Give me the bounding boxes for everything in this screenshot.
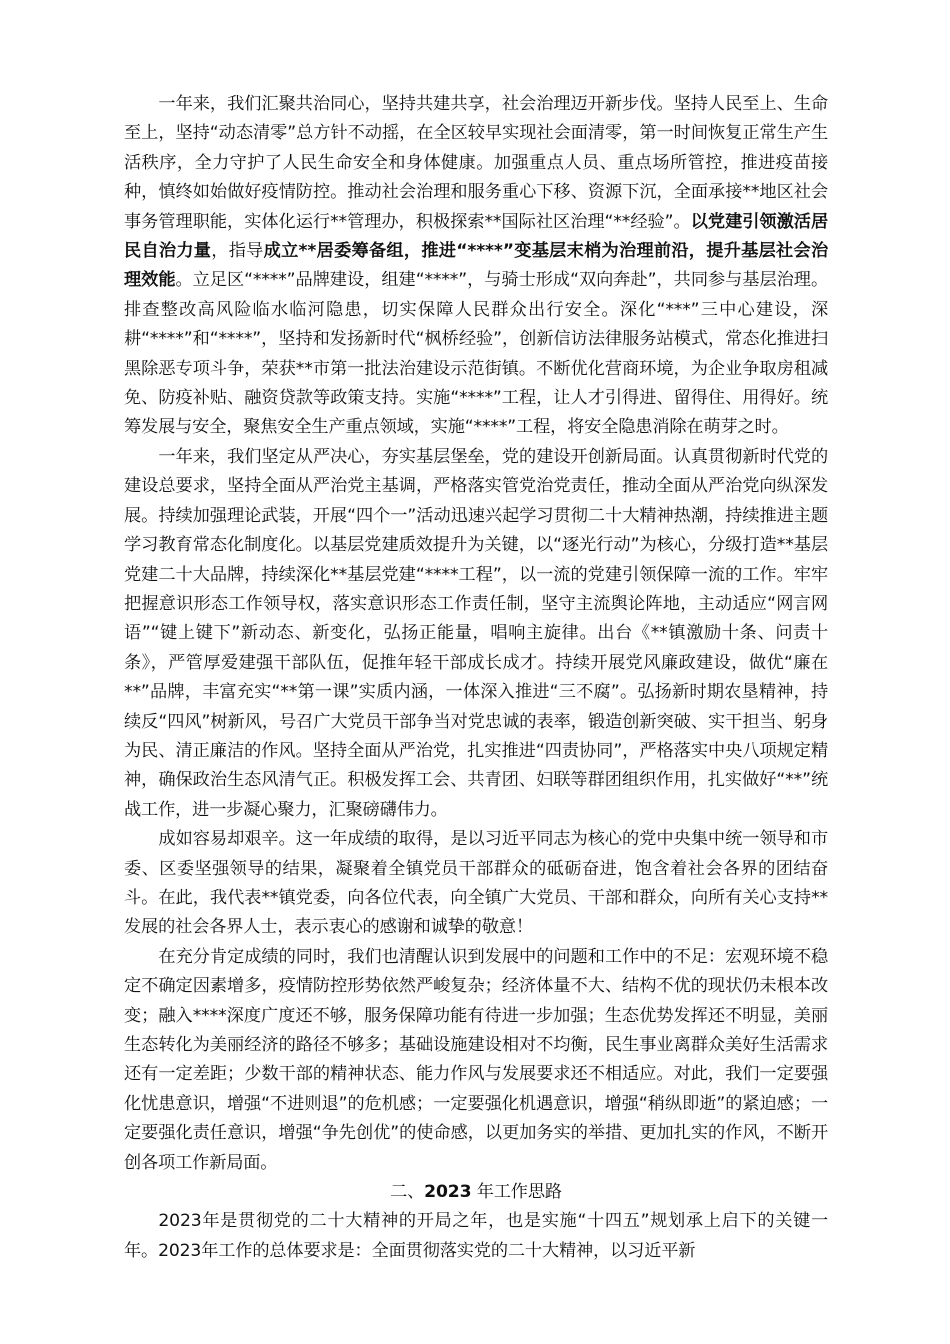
document-page bbox=[124, 90, 828, 1266]
heading-suffix: 年工作思路 bbox=[476, 1182, 562, 1203]
heading-year: 2023 bbox=[424, 1182, 472, 1203]
text-run: ，指导 bbox=[211, 241, 264, 262]
paragraph-2023-requirements: 2023年是贯彻党的二十大精神的开局之年，也是实施“十四五”规划承上启下的关键一年。2023年工作的总体要求是：全面贯彻落实党的二十大精神，以习近平新 bbox=[124, 1211, 828, 1261]
bold-text-run: 成立**居委筹备组，推进“****”变基层末梢为治理前沿，提升基层社会治理效能 bbox=[124, 241, 828, 291]
text-run: 。立足区“****”品牌建设，组建“****”，与骑士形成“双向奔赴”，共同参与基层治理。排查整改高风险临水临河隐患，切实保障人民群众出行安全。深化“***”三中心建设，深耕“****”和“****”，坚持和发扬新时代“枫桥经验”，创新信访法律服务站模式，常态化推进扫黑除恶专项斗争，荣获**市第一批法治建设示范街镇。不断优化营商环境，为企业争取房租减免、防疫补贴、融资贷款等政策支持。实施“****”工程，让人才引得进、留得住、用得好。统筹发展与安全，聚焦安全生产重点领域，实施“****”工程，将安全隐患消除在萌芽之时。 bbox=[124, 270, 828, 438]
bold-text-run: 以党建引领激活居民自治力量 bbox=[124, 211, 828, 262]
text-run: 一年来，我们汇聚共治同心，坚持共建共享，社会治理迈开新步伐。坚持人民至上、生命至上，坚持“动态清零”总方针不动摇，在全区较早实现社会面清零，第一时间恢复正常生产生活秩序，全力守护了人民生命安全和身体健康。加强重点人员、重点场所管控，推进疫苗接种，慎终如始做好疫情防控。推动社会治理和服务重心下移、资源下沉，全面承接**地区社会事务管理职能，实体化运行**管理办，积极探索**国际社区治理“**经验”。 bbox=[124, 94, 828, 232]
paragraph-social-governance bbox=[124, 90, 828, 443]
section-heading bbox=[124, 1178, 828, 1207]
paragraph-shortcomings: 在充分肯定成绩的同时，我们也清醒认识到发展中的问题和工作中的不足：宏观环境不稳定不确定因素增多，疫情防控形势依然严峻复杂；经济体量不大、结构不优的现状仍未根本改变；融入****深度广度还不够，服务保障功能有待进一步加强；生态优势发挥还不明显，美丽生态转化为美丽经济的路径不够多；基础设施建设相对不均衡，民生事业离群众美好生活需求还有一定差距；少数干部的精神状态、能力作风与发展要求还不相适应。对此，我们一定要强化忧患意识，增强“不进则退”的危机感；一定要强化机遇意识，增强“稍纵即逝”的紧迫感；一定要强化责任意识，增强“争先创优”的使命感，以更加务实的举措、更加扎实的作风，不断开创各项工作新局面。 bbox=[124, 946, 828, 1173]
heading-prefix: 二、 bbox=[390, 1182, 425, 1203]
paragraph-acknowledgement: 成如容易却艰辛。这一年成绩的取得，是以习近平同志为核心的党中央集中统一领导和市委、区委坚强领导的结果，凝聚着全镇党员干部群众的砥砺奋进，饱含着社会各界的团结奋斗。在此，我代表**镇党委，向各位代表，向全镇广大党员、干部和群众，向所有关心支持**发展的社会各界人士，表示衷心的感谢和诚挚的敬意！ bbox=[124, 829, 828, 938]
paragraph-party-building: 一年来，我们坚定从严决心，夯实基层堡垒，党的建设开创新局面。认真贯彻新时代党的建设总要求，坚持全面从严治党主基调，严格落实管党治党责任，推动全面从严治党向纵深发展。持续加强理论武装，开展“四个一”活动迅速兴起学习贯彻二十大精神热潮，持续推进主题学习教育常态化制度化。以基层党建质效提升为关键，以“逐光行动”为核心，分级打造**基层党建二十大品牌，持续深化**基层党建“****工程”，以一流的党建引领保障一流的工作。牢牢把握意识形态工作领导权，落实意识形态工作责任制，坚守主流舆论阵地，主动适应“网言网语”“键上键下”新动态、新变化，弘扬正能量，唱响主旋律。出台《**镇激励十条、问责十条》，严管厚爱建强干部队伍，促推年轻干部成长成才。持续开展党风廉政建设，做优“廉在**”品牌，丰富充实“**第一课”实质内涵，一体深入推进“三不腐”。弘扬新时期农垦精神，持续反“四风”树新风，号召广大党员干部争当对党忠诚的表率，锻造创新突破、实干担当、躬身为民、清正廉洁的作风。坚持全面从严治党，扎实推进“四责协同”，严格落实中央八项规定精神，确保政治生态风清气正。积极发挥工会、共青团、妇联等群团组织作用，扎实做好“**”统战工作，进一步凝心聚力，汇聚磅礴伟力。 bbox=[124, 446, 828, 820]
